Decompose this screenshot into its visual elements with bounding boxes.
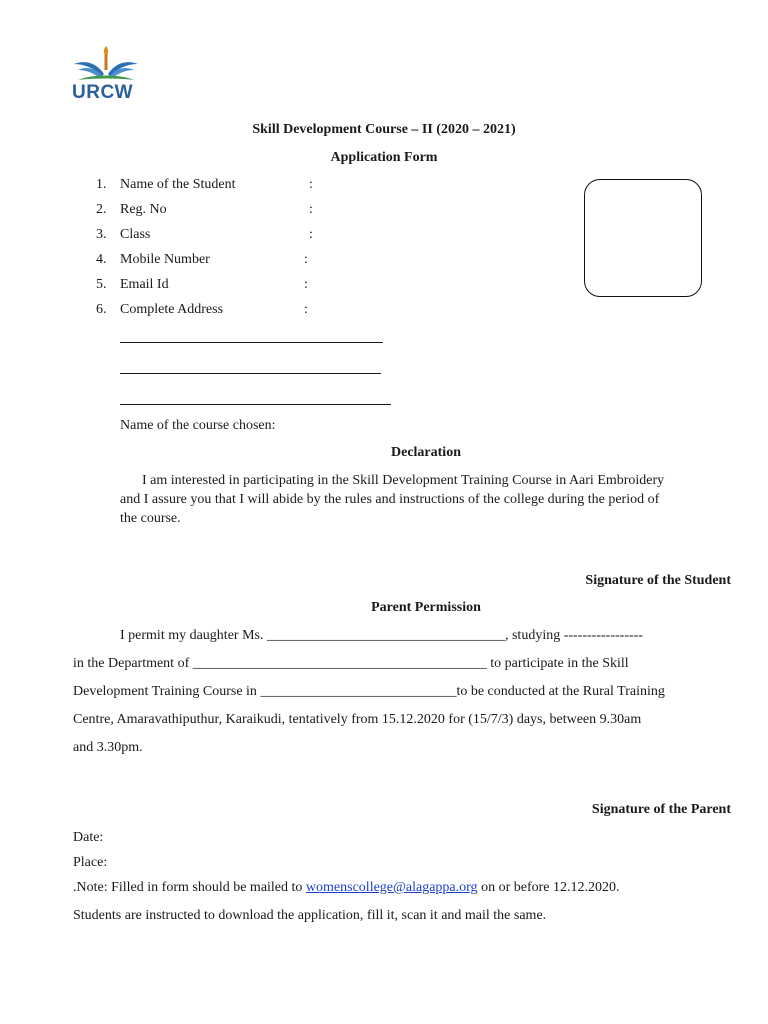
note-suffix: on or before 12.12.2020. xyxy=(477,880,620,895)
field-number: 6. xyxy=(96,302,107,317)
permission-text: Development Training Course in xyxy=(73,684,261,699)
field-label-email: Email Id xyxy=(120,277,169,292)
permission-text: in the Department of xyxy=(73,656,193,671)
permission-line xyxy=(120,628,643,644)
field-colon: : xyxy=(304,302,308,317)
field-number: 2. xyxy=(96,202,107,217)
permission-text: to be conducted at the Rural Training xyxy=(456,684,665,699)
field-colon: : xyxy=(309,227,313,242)
permission-text: to participate in the Skill xyxy=(486,656,629,671)
email-link[interactable]: womenscollege@alagappa.org xyxy=(305,880,478,895)
department-blank: __________________________________________ xyxy=(192,656,487,671)
college-logo xyxy=(72,44,140,106)
permission-line xyxy=(73,684,665,700)
photo-box xyxy=(584,179,702,297)
field-number: 1. xyxy=(96,177,107,192)
field-number: 3. xyxy=(96,227,107,242)
parent-permission-heading: Parent Permission xyxy=(371,600,481,615)
torch-book-logo-icon xyxy=(72,44,140,84)
form-subtitle: Application Form xyxy=(330,150,438,165)
permission-line: and 3.30pm. xyxy=(73,740,143,755)
field-colon: : xyxy=(309,202,313,217)
student-signature-label: Signature of the Student xyxy=(585,573,731,588)
field-colon: : xyxy=(304,252,308,267)
instructions-text: Students are instructed to download the application, fill it, scan it and mail the same. xyxy=(73,908,547,923)
permission-line xyxy=(73,656,629,672)
field-number: 5. xyxy=(96,277,107,292)
parent-signature-label: Signature of the Parent xyxy=(591,802,731,817)
field-colon: : xyxy=(309,177,313,192)
place-label: Place: xyxy=(73,855,108,870)
date-label: Date: xyxy=(73,830,104,845)
declaration-heading: Declaration xyxy=(391,445,461,460)
note-prefix: .Note: Filled in form should be mailed to xyxy=(73,880,306,895)
declaration-line: the course. xyxy=(120,511,181,526)
declaration-line: and I assure you that I will abide by the rules and instructions of the college during the period of xyxy=(120,492,660,507)
field-number: 4. xyxy=(96,252,107,267)
permission-text: , studying ----------------- xyxy=(504,628,643,643)
daughter-name-blank: __________________________________ xyxy=(266,628,505,643)
address-line xyxy=(120,342,383,343)
course-chosen-label: Name of the course chosen: xyxy=(120,418,276,433)
permission-line: Centre, Amaravathiputhur, Karaikudi, tentatively from 15.12.2020 for (15/7/3) days, between 9.30am xyxy=(73,712,642,727)
course-blank: ____________________________ xyxy=(260,684,457,699)
field-label-reg-no: Reg. No xyxy=(120,202,167,217)
field-label-address: Complete Address xyxy=(120,302,224,317)
field-colon: : xyxy=(304,277,308,292)
field-label-mobile: Mobile Number xyxy=(120,252,210,267)
note-line xyxy=(73,880,619,896)
permission-text: I permit my daughter Ms. xyxy=(120,628,267,643)
address-line xyxy=(120,373,381,374)
field-label-class: Class xyxy=(120,227,151,242)
logo-text: URCW xyxy=(72,82,134,103)
field-label-name: Name of the Student xyxy=(120,177,236,192)
form-title: Skill Development Course – II (2020 – 2021) xyxy=(252,122,516,137)
address-line xyxy=(120,404,391,405)
declaration-line: I am interested in participating in the Skill Development Training Course in Aari Embroidery xyxy=(142,473,665,488)
